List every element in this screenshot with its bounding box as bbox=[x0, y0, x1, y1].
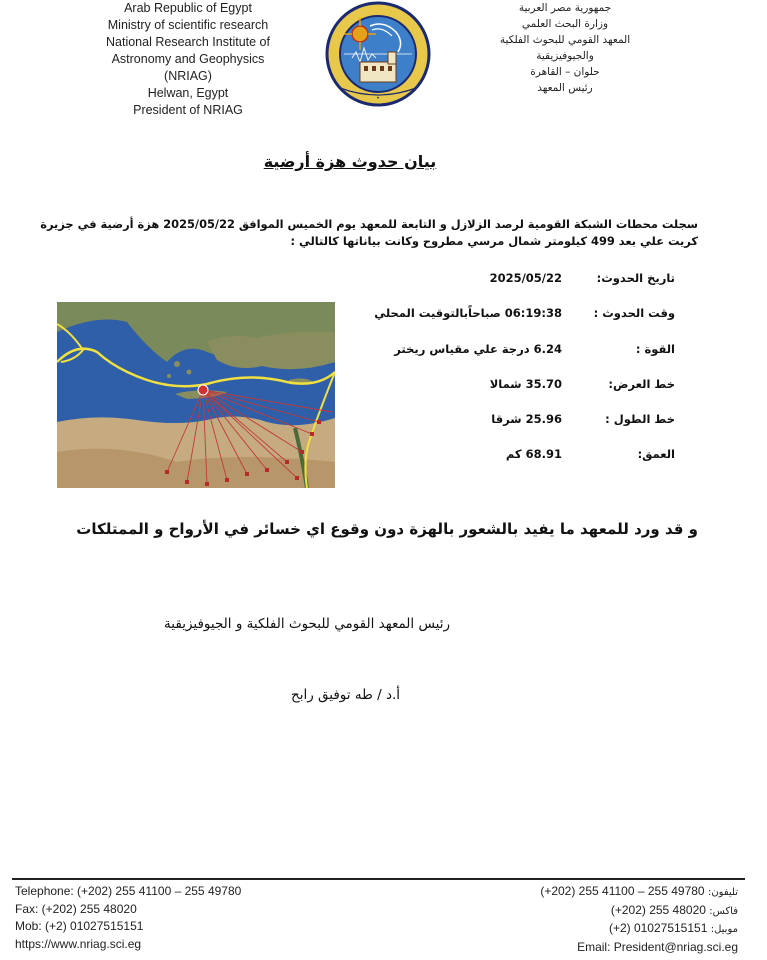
footer-fax: Fax: (+202) 255 48020 bbox=[15, 901, 137, 916]
epicenter-map-image bbox=[57, 302, 335, 488]
footer-mobile: Mob: (+2) 01027515151 bbox=[15, 919, 144, 933]
signature-name: أ.د / طه توفيق رابح bbox=[290, 687, 400, 703]
header-ar-line: وزارة البحث العلمي bbox=[521, 18, 609, 30]
statement-paragraph: و قد ورد للمعهد ما يفيد بالشعور بالهزة دون وقوع اي خسائر في الأرواح و الممتلكات bbox=[76, 520, 698, 538]
footer-english bbox=[15, 883, 335, 953]
footer-ar-fax-row bbox=[480, 902, 738, 921]
header-ar-line: جمهورية مصر العربية bbox=[518, 2, 612, 14]
header-en-line: Helwan, Egypt bbox=[147, 86, 229, 100]
header-ar-line: والجيوفيزيقية bbox=[536, 50, 594, 62]
footer-arabic bbox=[480, 883, 738, 956]
document-title: بيان حدوث هزة أرضية bbox=[263, 152, 437, 171]
header-en-line: Ministry of scientific research bbox=[107, 18, 269, 32]
footer-ar-telephone-value: (+202) 255 41100 – 255 49780 bbox=[540, 884, 705, 898]
detail-value-latitude: 35.70 شمالا bbox=[489, 377, 562, 391]
detail-value-depth: 68.91 كم bbox=[505, 447, 562, 461]
signature-title: رئيس المعهد القومي للبحوث الفلكية و الجيوفيزيقية bbox=[164, 616, 450, 632]
header-en-line: National Research Institute of bbox=[106, 35, 270, 49]
header-en-line: Arab Republic of Egypt bbox=[124, 1, 252, 15]
detail-value-date: 2025/05/22 bbox=[489, 271, 562, 285]
footer-ar-mobile-row bbox=[480, 920, 738, 939]
header-arabic bbox=[470, 0, 660, 96]
detail-value-time: 06:19:38 صباحاًبالتوقيت المحلي bbox=[374, 306, 562, 320]
detail-label-longitude: خط الطول : bbox=[605, 412, 675, 426]
detail-label-latitude: خط العرض: bbox=[608, 377, 675, 391]
header-ar-line: حلوان – القاهرة bbox=[530, 66, 600, 78]
detail-value-longitude: 25.96 شرقا bbox=[491, 412, 562, 426]
detail-label-date: تاريخ الحدوث: bbox=[596, 271, 675, 285]
header-en-line: President of NRIAG bbox=[133, 103, 243, 117]
detail-label-magnitude: القوة : bbox=[635, 342, 675, 356]
footer-ar-mobile-label: :موبيل bbox=[710, 924, 738, 935]
header-ar-line: المعهد القومي للبحوث الفلكية bbox=[499, 34, 631, 46]
intro-paragraph: سجلت محطات الشبكة القومية لرصد الزلازل و التابعة للمعهد يوم الخميس الموافق 2025/05/22 هزة أرضية في جزيرة كريت علي بعد 499 كيلومتر شمال مرسي مطروح وكانت بياناتها كالتالي : bbox=[40, 217, 698, 248]
footer-website-link[interactable]: https://www.nriag.sci.eg bbox=[15, 936, 142, 951]
detail-value-magnitude: 6.24 درجة علي مقياس ريختر bbox=[394, 342, 562, 356]
footer-ar-telephone-row bbox=[480, 883, 738, 902]
detail-label-depth: العمق: bbox=[637, 447, 675, 461]
nriag-seal-logo bbox=[322, 0, 434, 110]
header-ar-line: رئيس المعهد bbox=[537, 82, 593, 94]
footer-ar-telephone-label: :تليفون bbox=[707, 887, 738, 898]
footer-ar-fax-label: :فاكس bbox=[709, 905, 738, 917]
header-en-line: (NRIAG) bbox=[164, 69, 212, 83]
footer-ar-mobile-value: (+2) 01027515151 bbox=[608, 921, 708, 935]
footer-divider bbox=[12, 878, 745, 880]
detail-label-time: وقت الحدوث : bbox=[593, 306, 675, 320]
footer-email-link[interactable]: Email: President@nriag.sci.eg bbox=[577, 939, 738, 954]
header-english bbox=[60, 0, 316, 119]
footer-telephone: Telephone: (+202) 255 41100 – 255 49780 bbox=[15, 884, 242, 898]
header-en-line: Astronomy and Geophysics bbox=[111, 52, 265, 66]
footer-ar-fax-value: (+202) 255 48020 bbox=[610, 902, 706, 917]
svg-text:•: • bbox=[376, 95, 380, 102]
